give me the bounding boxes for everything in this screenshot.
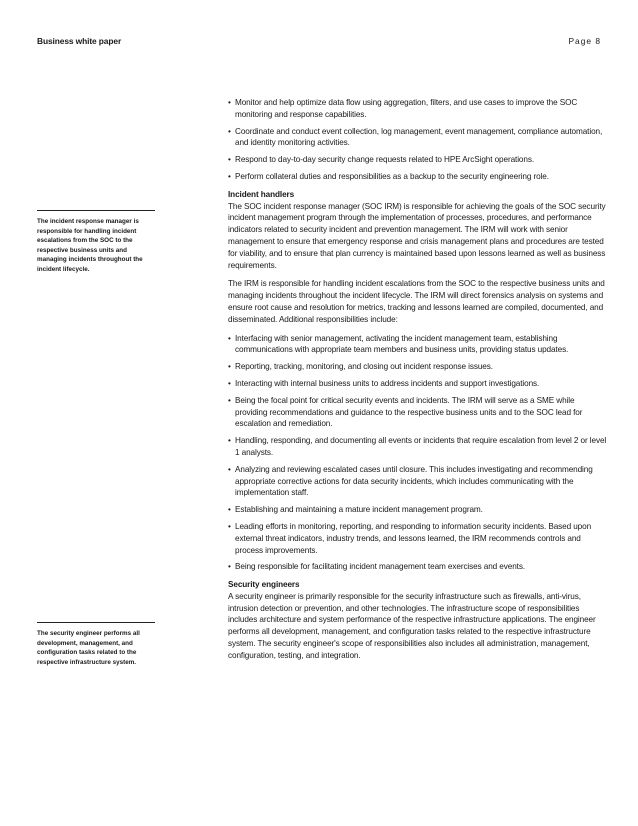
list-item: • Establishing and maintaining a mature incident management program. — [228, 505, 483, 515]
list-item: • Monitor and help optimize data flow using aggregation, filters, and use cases to improve the SOC monitoring and response capabilities. — [228, 98, 578, 119]
main-content — [228, 97, 608, 669]
list-item: • Respond to day-to-day security change requests related to HPE ArcSight operations. — [228, 155, 535, 165]
list-item: • Handling, responding, and documenting all events or incidents that require escalation from level 2 or level 1 analysts. — [228, 436, 607, 457]
list-item: • Perform collateral duties and responsibilities as a backup to the security engineering role. — [228, 171, 549, 181]
section-title-security-engineers: Security engineers — [228, 580, 300, 590]
bullet-list-irm — [228, 333, 608, 574]
sidenote-security-engineer: The security engineer performs all development, management, and configuration tasks related to the respective infrastructure system. — [37, 622, 155, 667]
paragraph: The IRM is responsible for handling incident escalations from the SOC to the respective business units and managing incidents throughout the incident lifecycle. The IRM will direct forensics analysis on systems and ensure root cause and resolution for metrics, tracking and lessons learned are compiled, documented, and disseminated. Additional responsibilities include: — [228, 279, 605, 324]
paragraph: The SOC incident response manager (SOC IRM) is responsible for achieving the goals of the SOC security incident management program through the implementation of processes, procedures, and performance indicators related to security incident and prevention management. The IRM will work with senior management to ensure that emergency response and crisis management plans and procedures are tested for viability, and to ensure that plan currency is maintained based upon lessons learned as well as business requirements. — [228, 201, 606, 270]
paragraph: A security engineer is primarily responsible for the security infrastructure such as firewalls, anti-virus, intrusion detection or prevention, and other technologies. The infrastructure scope of responsibilities includes architecture and system performance of the respective infrastructure applications. The engineer performs all development, management, and configuration tasks related to the respective infrastructure system. The security engineer's scope of responsibilities also includes all administration, management, configuration, testing, and integration. — [228, 591, 596, 660]
sidenote-incident-manager: The incident response manager is responsible for handling incident escalations from the SOC to the respective business units and managing incidents throughout the incident lifecycle. — [37, 210, 155, 275]
document-title: Business white paper — [37, 36, 122, 46]
list-item: • Leading efforts in monitoring, reporting, and responding to information security incidents. Based upon external threat indicators, industry trends, and lessons learned, the IRM recommends controls and process improvements. — [228, 521, 592, 555]
list-item: • Analyzing and reviewing escalated cases until closure. This includes investigating and recommending appropriate corrective actions for data security incidents, which includes communicating with the implementation staff. — [228, 464, 593, 498]
bullet-list-top — [228, 97, 608, 183]
section-title-incident-handlers: Incident handlers — [228, 189, 295, 199]
list-item: • Being responsible for facilitating incident management team exercises and events. — [228, 562, 526, 572]
list-item: • Being the focal point for critical security events and incidents. The IRM will serve as a SME while providing recommendations and guidance to the respective business units and to the SOC lead for escalation and remediation. — [228, 395, 583, 429]
page-number: Page 8 — [568, 36, 601, 46]
list-item: • Interfacing with senior management, activating the incident management team, establishing communications with appropriate team members and business units, providing status updates. — [228, 333, 569, 355]
list-item: • Coordinate and conduct event collection, log management, event management, compliance automation, and identity monitoring activities. — [228, 126, 603, 148]
list-item: • Interacting with internal business units to address incidents and support investigations. — [228, 378, 540, 388]
list-item: • Reporting, tracking, monitoring, and closing out incident response issues. — [228, 362, 493, 372]
